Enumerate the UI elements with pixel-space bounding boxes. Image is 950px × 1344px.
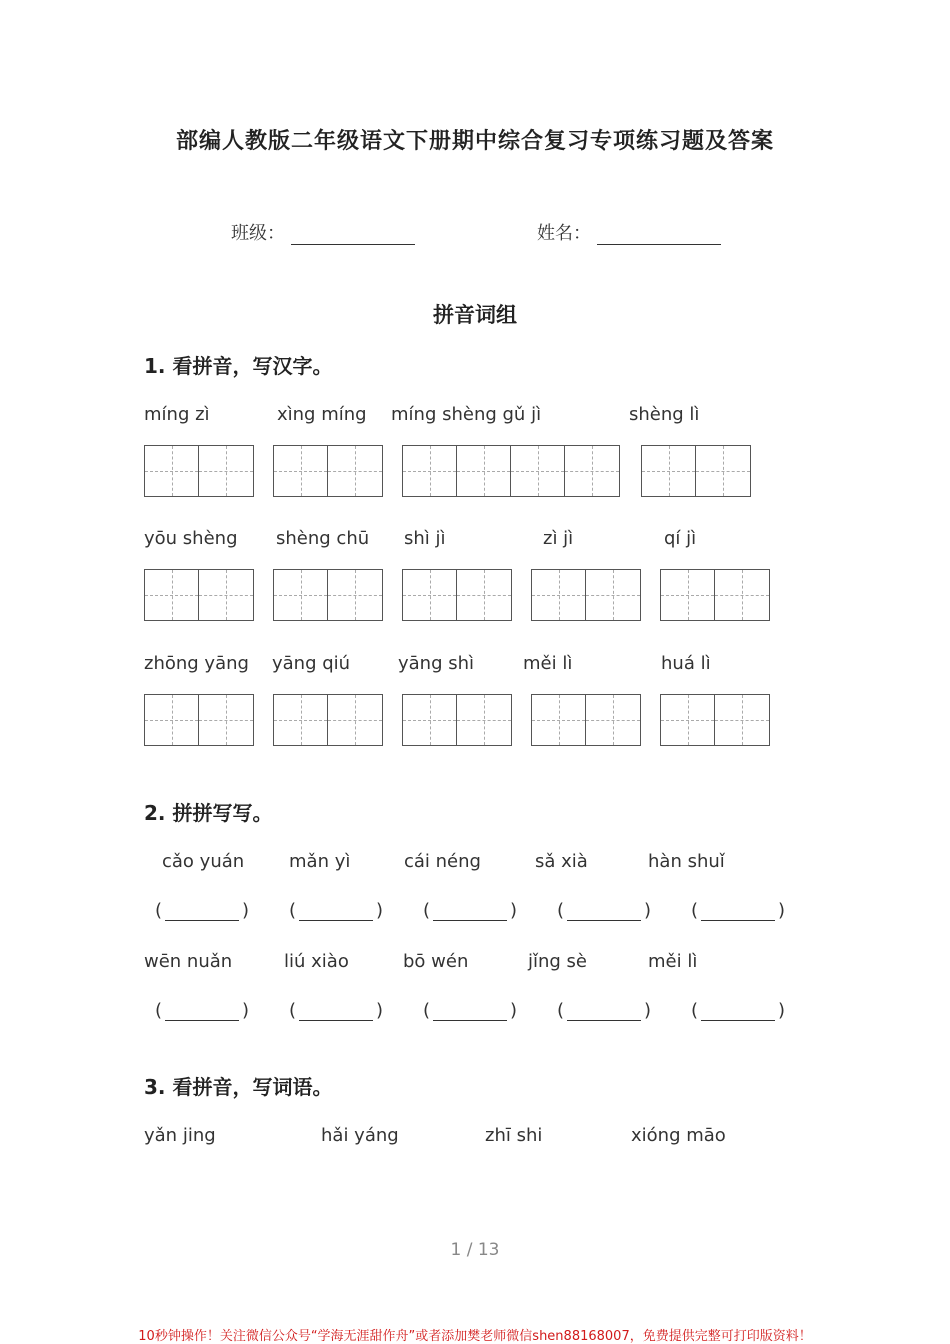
name-label: 姓名： [537, 223, 591, 244]
answer-blank[interactable]: ( ) [557, 900, 652, 921]
writing-grid[interactable] [273, 569, 383, 621]
writing-grid[interactable] [402, 694, 512, 746]
q1-pinyin: míng shèng gǔ jì [391, 404, 542, 425]
class-field [231, 219, 415, 245]
q1-pinyin: zì jì [543, 528, 574, 549]
q3-pinyin: zhī shi [485, 1125, 543, 1146]
q1-pinyin: měi lì [523, 653, 573, 674]
section-title: 拼音词组 [433, 303, 517, 327]
writing-grid[interactable] [402, 569, 512, 621]
q1-pinyin: yāng qiú [272, 653, 351, 674]
answer-blank[interactable]: ( ) [557, 1000, 652, 1021]
q1-pinyin: shì jì [404, 528, 446, 549]
answer-blank[interactable]: ( ) [691, 900, 786, 921]
answer-blank[interactable]: ( ) [423, 1000, 518, 1021]
q2-pinyin: bō wén [403, 951, 469, 972]
answer-blank[interactable]: ( ) [289, 1000, 384, 1021]
q1-pinyin: míng zì [144, 404, 210, 425]
answer-blank[interactable]: ( ) [155, 900, 250, 921]
q1-pinyin: shèng lì [629, 404, 700, 425]
answer-blank[interactable]: ( ) [289, 900, 384, 921]
q3-pinyin: hǎi yáng [321, 1125, 399, 1146]
writing-grid[interactable] [273, 445, 383, 497]
q3-heading: 3. 看拼音，写词语。 [144, 1075, 333, 1099]
answer-blank[interactable]: ( ) [691, 1000, 786, 1021]
writing-grid[interactable] [273, 694, 383, 746]
q2-pinyin: cǎo yuán [162, 851, 245, 872]
q1-pinyin: yōu shèng [144, 528, 238, 549]
document-title: 部编人教版二年级语文下册期中综合复习专项练习题及答案 [175, 129, 774, 154]
class-blank[interactable] [291, 226, 415, 245]
q2-pinyin: wēn nuǎn [144, 951, 233, 972]
writing-grid[interactable] [641, 445, 751, 497]
q2-pinyin: jǐng sè [528, 951, 588, 972]
q2-pinyin: mǎn yì [289, 851, 351, 872]
q1-pinyin: zhōng yāng [144, 653, 249, 674]
q1-pinyin: qí jì [664, 528, 697, 549]
q2-pinyin: hàn shuǐ [648, 851, 725, 872]
writing-grid[interactable] [531, 694, 641, 746]
writing-grid[interactable] [660, 569, 770, 621]
q1-pinyin: shèng chū [276, 528, 370, 549]
q1-pinyin: yāng shì [398, 653, 475, 674]
q2-pinyin: sǎ xià [535, 851, 588, 872]
name-blank[interactable] [597, 226, 721, 245]
q2-pinyin: cái néng [404, 851, 481, 872]
q2-pinyin: měi lì [648, 951, 698, 972]
writing-grid[interactable] [660, 694, 770, 746]
q2-pinyin: liú xiào [284, 951, 349, 972]
name-field [537, 219, 721, 245]
writing-grid[interactable] [144, 445, 254, 497]
q1-pinyin: huá lì [661, 653, 711, 674]
q3-pinyin: xióng māo [631, 1125, 726, 1146]
promo-footer: 10秒钟操作！关注微信公众号“学海无涯甜作舟”或者添加樊老师微信shen88168007，免费提供完整可打印版资料！ [138, 1329, 812, 1344]
writing-grid[interactable] [402, 445, 620, 497]
writing-grid[interactable] [144, 694, 254, 746]
class-label: 班级： [231, 223, 285, 244]
q3-pinyin: yǎn jing [144, 1125, 216, 1146]
q1-pinyin: xìng míng [277, 404, 367, 425]
writing-grid[interactable] [531, 569, 641, 621]
writing-grid[interactable] [144, 569, 254, 621]
q1-heading: 1. 看拼音，写汉字。 [144, 354, 333, 378]
answer-blank[interactable]: ( ) [155, 1000, 250, 1021]
answer-blank[interactable]: ( ) [423, 900, 518, 921]
q2-heading: 2. 拼拼写写。 [144, 801, 273, 825]
page-number: 1 / 13 [450, 1240, 500, 1260]
